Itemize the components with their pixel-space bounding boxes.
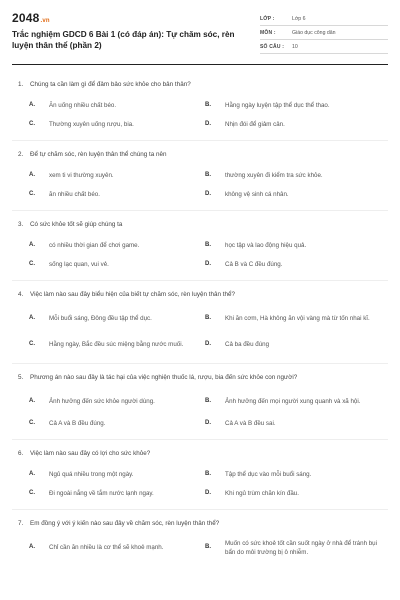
answer-letter: B. [205, 544, 211, 550]
answer-option[interactable] [12, 543, 200, 552]
answer-option[interactable] [12, 120, 200, 129]
question-stem [12, 141, 388, 159]
answer-letter: D. [205, 340, 211, 347]
answer-letter: D. [205, 121, 211, 127]
answer-row [12, 236, 388, 255]
answer-text: Muốn có sức khoẻ tốt cần suốt ngày ở nhà để tránh bụi bẩn do môi trường bị ô nhiễm. [225, 539, 377, 556]
question-item [12, 140, 388, 204]
answer-text: Cả A và B đều sai. [225, 420, 276, 427]
question-number: 2. [18, 151, 24, 158]
answer-row [12, 255, 388, 274]
question-stem [12, 281, 388, 299]
answer-row [12, 535, 388, 560]
answer-text: học tập và lao động hiệu quả. [225, 242, 307, 249]
question-item [12, 509, 388, 560]
question-item [12, 210, 388, 274]
answer-text: Hằng ngày luyện tập thể dục thể thao. [225, 102, 330, 109]
question-stem [12, 364, 388, 382]
answer-text: Ảnh hưởng đến sức khỏe người dùng. [49, 398, 155, 405]
answer-row [12, 484, 388, 503]
answer-letter: B. [205, 398, 211, 404]
answer-option[interactable] [200, 260, 388, 269]
question-stem [12, 510, 388, 528]
answer-letter: A. [29, 102, 35, 108]
answer-option[interactable] [200, 241, 388, 250]
question-item [12, 439, 388, 503]
question-text: Chúng ta cần làm gì để đảm bảo sức khỏe cho bản thân? [30, 81, 191, 88]
answer-letter: B. [205, 471, 211, 477]
question-number: 6. [18, 450, 24, 457]
answer-option[interactable] [200, 314, 388, 323]
answer-letter: A. [29, 172, 35, 178]
question-number: 3. [18, 221, 24, 228]
answer-row [12, 306, 388, 331]
meta-value: Lớp 6 [292, 15, 306, 22]
header-divider [12, 64, 388, 65]
answer-option[interactable] [200, 120, 388, 129]
answer-option[interactable] [200, 539, 388, 557]
answer-option[interactable] [12, 101, 200, 110]
question-item [12, 280, 388, 357]
answer-text: Ảnh hưởng đến mọi người xung quanh và xã hội. [225, 398, 361, 405]
meta-value: 10 [292, 43, 298, 50]
worksheet-header [12, 10, 388, 54]
question-text: Em đồng ý với ý kiến nào sau đây về chăm sóc, rèn luyện thân thể? [30, 520, 220, 527]
answer-letter: B. [205, 102, 211, 108]
question-stem [12, 71, 388, 89]
answer-text: Cả ba đều đúng [225, 340, 270, 348]
logo-suffix: .vn [40, 18, 50, 24]
answer-option[interactable] [200, 470, 388, 479]
answer-text: Ăn uống nhiều chất béo. [49, 102, 117, 109]
answer-row [12, 389, 388, 414]
answer-letter: A. [29, 315, 35, 321]
answer-text: xem ti vi thường xuyên. [49, 172, 114, 179]
answer-option[interactable] [12, 489, 200, 498]
question-stem [12, 211, 388, 229]
answer-letter: C. [29, 191, 35, 197]
answer-text: Mỗi buổi sáng, Đông đều tập thể dục. [49, 315, 152, 322]
answer-letter: D. [205, 191, 211, 197]
document-title: Trắc nghiệm GDCD 6 Bài 1 (có đáp án): Tự chăm sóc, rèn luyện thân thể (phần 2) [12, 30, 235, 50]
answer-row [12, 166, 388, 185]
answer-option[interactable] [200, 397, 388, 406]
answer-text: Cả B và C đều đúng. [225, 261, 283, 268]
answer-option[interactable] [12, 241, 200, 250]
answer-text: sống lạc quan, vui vẻ. [49, 261, 109, 268]
meta-row-subject [260, 26, 388, 40]
answer-option[interactable] [12, 397, 200, 406]
answer-text: Ngủ quá nhiều trong một ngày. [49, 471, 134, 478]
answer-option[interactable] [200, 340, 388, 349]
answer-text: Khi ăn cơm, Hà không ăn vội vàng mà từ tốn nhai kĩ. [225, 315, 370, 322]
answer-letter: B. [205, 242, 211, 248]
question-text: Việc làm nào sau đây biểu hiện của biết tự chăm sóc, rèn luyện thân thể? [30, 291, 236, 298]
meta-table [260, 12, 388, 54]
question-list [12, 71, 388, 560]
answer-option[interactable] [200, 419, 388, 428]
meta-label: SỐ CÂU : [260, 43, 285, 50]
answer-letter: A. [29, 544, 35, 550]
answer-letter: D. [205, 490, 211, 496]
answer-letter: D. [205, 420, 211, 426]
answer-letter: A. [29, 471, 35, 477]
answer-letter: C. [29, 121, 35, 127]
answer-option[interactable] [200, 190, 388, 199]
question-item [12, 363, 388, 433]
header-left [12, 10, 257, 54]
answer-option[interactable] [200, 489, 388, 498]
answer-row [12, 414, 388, 433]
answer-option[interactable] [12, 260, 200, 269]
answer-text: có nhiều thời gian để chơi game. [49, 242, 140, 249]
answer-text: Tập thể dục vào mỗi buổi sáng. [225, 471, 312, 478]
question-item [12, 71, 388, 134]
answer-text: Chỉ cần ăn nhiều là cơ thể sẽ khoẻ mạnh. [49, 544, 164, 551]
question-text: Việc làm nào sau đây có lợi cho sức khỏe? [30, 450, 151, 457]
answer-option[interactable] [12, 171, 200, 180]
answer-text: không vệ sinh cá nhân. [225, 191, 289, 198]
question-stem [12, 440, 388, 458]
answer-letter: B. [205, 315, 211, 321]
question-number: 1. [18, 81, 24, 88]
answer-text: Nhịn đói để giảm cân. [225, 121, 285, 128]
answer-option[interactable] [12, 419, 200, 428]
question-text: Có sức khỏe tốt sẽ giúp chúng ta [30, 221, 123, 228]
question-number: 7. [18, 520, 24, 527]
meta-value: Giáo dục công dân [292, 29, 336, 36]
answer-option[interactable] [12, 190, 200, 199]
answer-letter: B. [205, 172, 211, 178]
answer-option[interactable] [12, 314, 200, 323]
answer-text: Cả A và B đều đúng. [49, 420, 106, 427]
site-logo[interactable] [12, 10, 257, 26]
answer-option[interactable] [200, 101, 388, 110]
answer-option[interactable] [200, 171, 388, 180]
meta-label: LỚP : [260, 15, 275, 22]
answer-row [12, 331, 388, 357]
answer-option[interactable] [12, 340, 200, 349]
question-number: 4. [18, 291, 24, 298]
meta-label: MÔN : [260, 29, 276, 36]
question-text: Để tự chăm sóc, rèn luyện thân thể chúng ta nên [30, 151, 167, 158]
question-text: Phương án nào sau đây là tác hại của việc nghiện thuốc lá, rượu, bia đến sức khỏe con người? [30, 374, 298, 381]
answer-text: thường xuyên đi kiểm tra sức khỏe. [225, 172, 323, 179]
logo-text: 2048 [12, 11, 40, 25]
answer-letter: C. [29, 490, 35, 496]
answer-text: ăn nhiều chất béo. [49, 191, 100, 198]
meta-row-class [260, 12, 388, 26]
answer-letter: C. [29, 340, 35, 347]
answer-letter: C. [29, 420, 35, 426]
answer-option[interactable] [12, 470, 200, 479]
answer-text: Đi ngoài nắng về tắm nước lạnh ngay. [49, 490, 154, 497]
answer-row [12, 465, 388, 484]
answer-text: Thường xuyên uống rượu, bia. [49, 121, 134, 128]
answer-row [12, 96, 388, 115]
answer-row [12, 115, 388, 134]
answer-letter: D. [205, 261, 211, 267]
answer-letter: A. [29, 242, 35, 248]
answer-text: Hằng ngày, Bắc đều súc miệng bằng nước muối. [49, 340, 184, 348]
answer-row [12, 185, 388, 204]
question-number: 5. [18, 374, 24, 381]
answer-text: Khi ngủ trùm chăn kín đầu. [225, 490, 299, 497]
answer-letter: A. [29, 398, 35, 404]
answer-letter: C. [29, 261, 35, 267]
meta-row-count [260, 40, 388, 54]
